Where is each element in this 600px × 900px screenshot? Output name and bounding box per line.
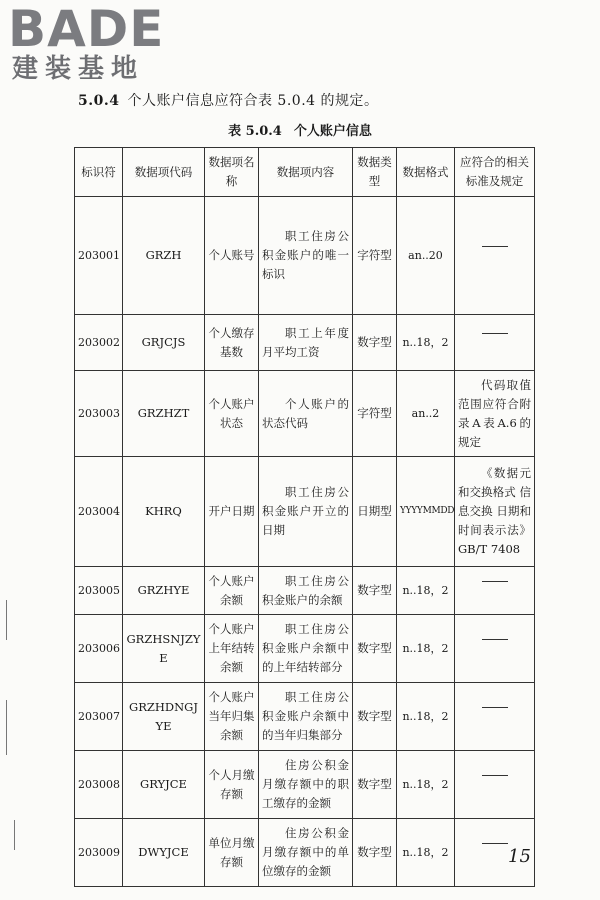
personal-account-table (74, 147, 535, 887)
type-cell: 日期型 (353, 457, 397, 567)
id-cell: 203003 (75, 371, 123, 457)
table-number: 表 5.0.4 (228, 124, 282, 139)
type-cell: 字符型 (353, 197, 397, 315)
id-cell: 203002 (75, 315, 123, 371)
table-row (75, 197, 535, 315)
header-cell: 数据类型 (353, 148, 397, 197)
standard-cell: 《数据元和交换格式 信息交换 日期和时间表示法》GB/T 7408 (455, 457, 535, 567)
id-cell: 203004 (75, 457, 123, 567)
header-cell: 数据格式 (397, 148, 455, 197)
table-row (75, 819, 535, 887)
dash-mark (482, 581, 508, 601)
type-cell: 数字型 (353, 615, 397, 683)
dash-mark (482, 246, 508, 266)
scan-margin-mark (6, 600, 7, 640)
name-cell: 个人账户上年结转余额 (205, 615, 259, 683)
format-cell: n..18，2 (397, 615, 455, 683)
content-cell: 职工住房公积金账户开立的日期 (259, 457, 353, 567)
code-cell: GRZH (123, 197, 205, 315)
name-cell: 个人账户余额 (205, 567, 259, 615)
id-cell: 203006 (75, 615, 123, 683)
standard-cell: 代码取值范围应符合附录A表A.6的规定 (455, 371, 535, 457)
page-number: 15 (508, 846, 531, 867)
format-cell: n..18，2 (397, 315, 455, 371)
header-cell: 数据项内容 (259, 148, 353, 197)
content-cell: 职工住房公积金账户的唯一标识 (259, 197, 353, 315)
type-cell: 数字型 (353, 567, 397, 615)
id-cell: 203007 (75, 683, 123, 751)
type-cell: 数字型 (353, 819, 397, 887)
dash-mark (482, 333, 508, 353)
code-cell: KHRQ (123, 457, 205, 567)
table-row (75, 567, 535, 615)
name-cell: 个人缴存基数 (205, 315, 259, 371)
standard-cell (455, 683, 535, 751)
code-cell: DWYJCE (123, 819, 205, 887)
format-cell: an..20 (397, 197, 455, 315)
name-cell: 个人账号 (205, 197, 259, 315)
brand-logo (8, 0, 165, 84)
standard-cell (455, 615, 535, 683)
table-caption (0, 120, 600, 139)
id-cell: 203008 (75, 751, 123, 819)
table-row (75, 615, 535, 683)
format-cell: n..18，2 (397, 567, 455, 615)
name-cell: 个人月缴存额 (205, 751, 259, 819)
header-cell: 数据项名称 (205, 148, 259, 197)
content-cell: 职工上年度月平均工资 (259, 315, 353, 371)
section-number: 5.0.4 (78, 93, 120, 109)
id-cell: 203001 (75, 197, 123, 315)
format-cell: an..2 (397, 371, 455, 457)
table-row (75, 371, 535, 457)
intro-text: 个人账户信息应符合表 5.0.4 的规定。 (127, 93, 379, 109)
content-cell: 职工住房公积金账户的余额 (259, 567, 353, 615)
name-cell: 单位月缴存额 (205, 819, 259, 887)
code-cell: GRZHZT (123, 371, 205, 457)
table-row (75, 315, 535, 371)
code-cell: GRZHSNJZYE (123, 615, 205, 683)
header-cell: 标识符 (75, 148, 123, 197)
scan-margin-mark (14, 820, 15, 850)
scan-margin-mark (6, 700, 7, 755)
id-cell: 203009 (75, 819, 123, 887)
dash-mark (482, 843, 508, 863)
content-cell: 个人账户的状态代码 (259, 371, 353, 457)
dash-mark (482, 707, 508, 727)
code-cell: GRJCJS (123, 315, 205, 371)
content-cell: 职工住房公积金账户余额中的当年归集部分 (259, 683, 353, 751)
standard-cell (455, 315, 535, 371)
name-cell: 开户日期 (205, 457, 259, 567)
table-header-row (75, 148, 535, 197)
name-cell: 个人账户当年归集余额 (205, 683, 259, 751)
format-cell: n..18，2 (397, 819, 455, 887)
format-cell: n..18，2 (397, 751, 455, 819)
table-row (75, 751, 535, 819)
intro-paragraph (78, 90, 379, 110)
code-cell: GRZHDNGJYE (123, 683, 205, 751)
table-row (75, 457, 535, 567)
header-cell: 应符合的相关标准及规定 (455, 148, 535, 197)
id-cell: 203005 (75, 567, 123, 615)
code-cell: GRYJCE (123, 751, 205, 819)
code-cell: GRZHYE (123, 567, 205, 615)
brand-logo-subtitle: 建装基地 (12, 54, 145, 84)
table-row (75, 683, 535, 751)
name-cell: 个人账户状态 (205, 371, 259, 457)
format-cell: n..18，2 (397, 683, 455, 751)
format-cell: YYYYMMDD (397, 457, 455, 567)
standard-cell (455, 197, 535, 315)
table-title: 个人账户信息 (293, 124, 372, 139)
content-cell: 住房公积金月缴存额中的单位缴存的金额 (259, 819, 353, 887)
dash-mark (482, 639, 508, 659)
content-cell: 住房公积金月缴存额中的职工缴存的金额 (259, 751, 353, 819)
content-cell: 职工住房公积金账户余额中的上年结转部分 (259, 615, 353, 683)
brand-logo-word: BADE (8, 0, 165, 58)
type-cell: 数字型 (353, 683, 397, 751)
header-cell: 数据项代码 (123, 148, 205, 197)
type-cell: 数字型 (353, 751, 397, 819)
standard-cell (455, 567, 535, 615)
dash-mark (482, 775, 508, 795)
type-cell: 字符型 (353, 371, 397, 457)
type-cell: 数字型 (353, 315, 397, 371)
standard-cell (455, 751, 535, 819)
